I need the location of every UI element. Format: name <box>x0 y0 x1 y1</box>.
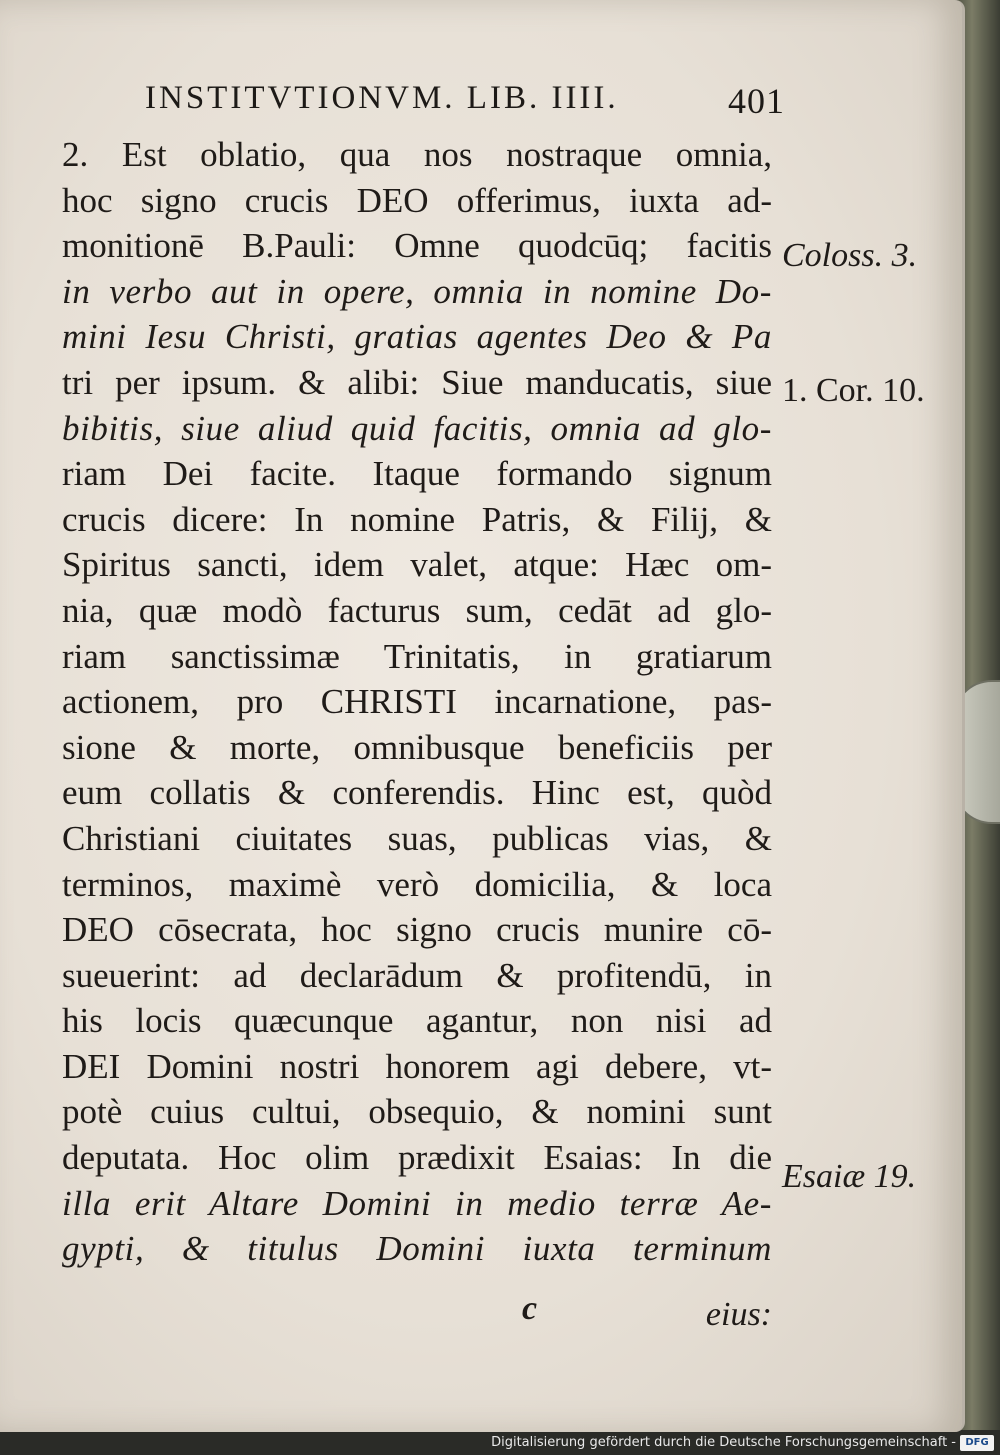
page-footer <box>62 1290 772 1340</box>
text-line: in verbo aut in opere, omnia in nomine Do- <box>62 271 772 311</box>
text-line: bibitis, siue aliud quid facitis, omnia ad glo- <box>62 408 772 448</box>
margin-note-esaiae: Esaiæ 19. <box>782 1158 917 1195</box>
text-line: his locis quæcunque agantur, non nisi ad <box>62 1001 772 1041</box>
signature-mark: c <box>522 1290 538 1327</box>
text-line: 2. Est oblatio, qua nos nostraque omnia, <box>62 135 772 174</box>
text-line: potè cuius cultui, obsequio, & nomini sunt <box>62 1092 772 1132</box>
text-line: deputata. Hoc olim prædixit Esaias: In die <box>62 1138 772 1178</box>
text-line: tri per ipsum. & alibi: Siue manducatis, siue <box>62 362 772 402</box>
text-line: eum collatis & conferendis. Hinc est, quòd <box>62 773 772 813</box>
text-line: nia, quæ modò facturus sum, cedāt ad glo- <box>62 590 772 630</box>
digitization-credit-bar <box>0 1432 1000 1455</box>
text-line: sione & morte, omnibusque beneficiis per <box>62 727 772 767</box>
text-line: gypti, & titulus Domini iuxta terminum <box>62 1229 772 1269</box>
text-line: mini Iesu Christi, gratias agentes Deo & Pa <box>62 317 772 357</box>
text-line: DEO cōsecrata, hoc signo crucis munire cō- <box>62 910 772 950</box>
catchword: eius: <box>705 1296 772 1333</box>
text-line: terminos, maximè verò domicilia, & loca <box>62 864 772 904</box>
page-number: 401 <box>728 81 785 121</box>
credit-text: Digitalisierung gefördert durch die Deutsche Forschungsgemeinschaft - <box>491 1435 956 1450</box>
text-line: illa erit Altare Domini in medio terræ Ae- <box>62 1183 772 1223</box>
page-header <box>145 74 785 124</box>
text-line: monitionē B.Pauli: Omne quodcūq; facitis <box>62 226 772 266</box>
text-line: Christiani ciuitates suas, publicas vias, & <box>62 818 772 858</box>
text-line: Spiritus sancti, idem valet, atque: Hæc om- <box>62 545 772 585</box>
text-line: sueuerint: ad declarādum & profitendū, in <box>62 955 772 995</box>
text-line: crucis dicere: In nomine Patris, & Filij, & <box>62 499 772 539</box>
dfg-logo: DFG <box>960 1435 994 1451</box>
text-line: riam Dei facite. Itaque formando signum <box>62 454 772 494</box>
text-line: DEI Domini nostri honorem agi debere, vt- <box>62 1046 772 1086</box>
margin-note-cor: 1. Cor. 10. <box>782 372 925 409</box>
margin-note-coloss: Coloss. 3. <box>782 237 918 274</box>
text-line: actionem, pro CHRISTI incarnatione, pas- <box>62 682 772 722</box>
text-line: hoc signo crucis DEO offerimus, iuxta ad- <box>62 180 772 220</box>
main-text-block <box>62 132 772 1272</box>
running-title: INSTITVTIONVM. LIB. IIII. <box>145 80 619 116</box>
text-line: riam sanctissimæ Trinitatis, in gratiarum <box>62 636 772 676</box>
